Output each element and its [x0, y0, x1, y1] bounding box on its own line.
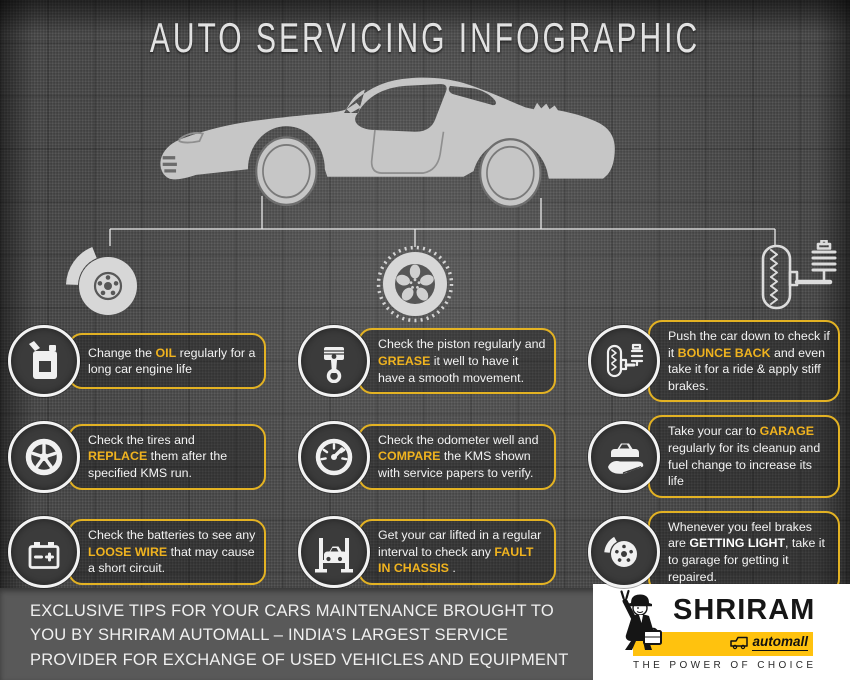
footer-message: EXCLUSIVE TIPS FOR YOUR CARS MAINTENANCE BROUGHT TO YOU BY SHRIRAM AUTOMALL – INDIA’S LARGEST SERVICE PROVIDER FOR EXCHANGE OF USED VEHICLES AND EQUIPMENT: [30, 602, 569, 669]
suspension-icon: [588, 325, 660, 397]
page-title: AUTO SERVICING INFOGRAPHIC: [149, 16, 701, 62]
tip-text-box: Whenever you feel brakes are GETTING LIGHT, take it to garage for getting it repaired.: [648, 511, 840, 593]
truck-icon: [729, 635, 749, 650]
tip-odometer: [298, 415, 588, 497]
tip-text-box: Get your car lifted in a regular interval to check any FAULT IN CHASSIS .: [358, 519, 556, 585]
brand-name: SHRIRAM: [673, 594, 816, 626]
tip-text-box: Check the piston regularly and GREASE it well to have it have a smooth movement.: [358, 328, 556, 394]
odometer-icon: [298, 421, 370, 493]
tip-brakes: [588, 511, 840, 593]
car-care-icon: [588, 421, 660, 493]
brake-disc-icon: [63, 239, 153, 329]
tip-text-box: Check the batteries to see any LOOSE WIRE that may cause a short circuit.: [68, 519, 266, 585]
tip-tires: [8, 415, 298, 497]
car-lift-icon: [298, 516, 370, 588]
suspension-assembly-icon: [750, 240, 845, 320]
tip-suspension: [588, 320, 840, 402]
tip-garage: [588, 415, 840, 497]
tire-icon: [8, 421, 80, 493]
tip-text-box: Push the car down to check if it BOUNCE BACK and even take it for a ride & apply stiff brakes.: [648, 320, 840, 402]
tip-battery: [8, 511, 298, 593]
sub-brand-name: automall: [752, 634, 808, 649]
tip-chassis: [298, 511, 588, 593]
brake-pad-icon: [588, 516, 660, 588]
piston-icon: [298, 325, 370, 397]
tip-piston: [298, 320, 588, 402]
tip-text-box: Take your car to GARAGE regularly for its cleanup and fuel change to increase its life: [648, 415, 840, 497]
tip-text-box: Check the odometer well and COMPARE the KMS shown with service papers to verify.: [358, 424, 556, 490]
shriram-logo: [593, 584, 850, 680]
battery-icon: [8, 516, 80, 588]
oil-can-icon: [8, 325, 80, 397]
tip-text-box: Change the OIL regularly for a long car engine life: [68, 333, 266, 389]
brand-tagline: THE POWER OF CHOICE: [633, 660, 817, 671]
mascot-icon: [617, 589, 667, 655]
tip-oil: [8, 320, 298, 402]
tips-grid: [8, 320, 840, 593]
wheel-icon: [370, 239, 460, 329]
tip-text-box: Check the tires and REPLACE them after the specified KMS run.: [68, 424, 266, 490]
